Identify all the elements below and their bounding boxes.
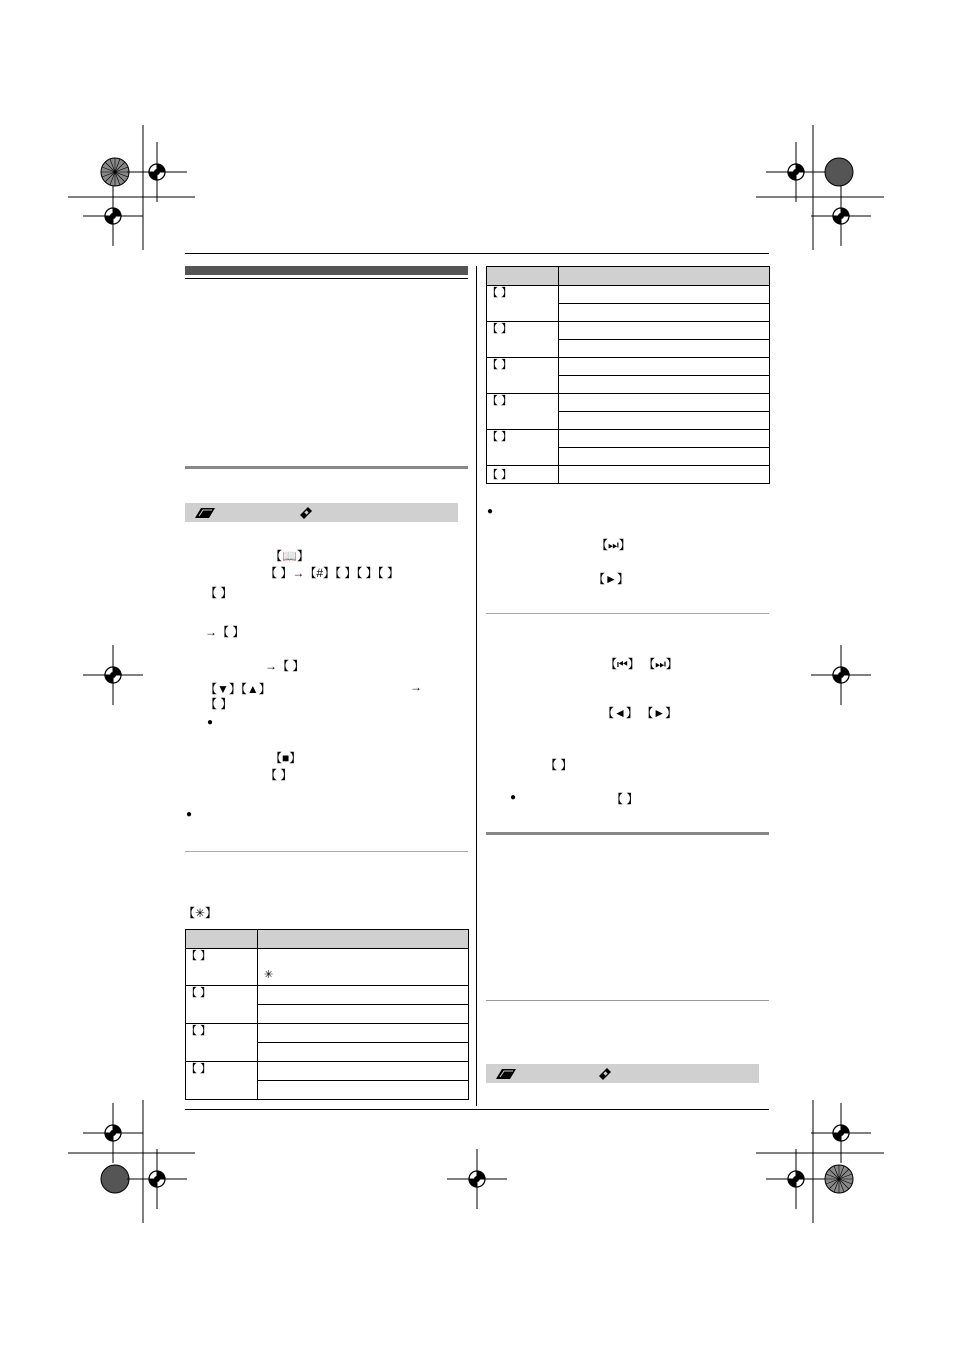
device-band [185, 503, 458, 522]
phonebook-key: 【📖】 [270, 549, 309, 563]
subsection-rule [185, 851, 468, 852]
bullet: ● [510, 792, 517, 803]
subsection-rule [185, 466, 468, 469]
arrow-glyph: → [410, 680, 422, 694]
navigation-keys: 【▼】【▲】 [205, 682, 271, 696]
key-a: 【 】 [545, 758, 573, 772]
section-rule [486, 832, 769, 835]
star-key: 【✳】 [183, 906, 218, 920]
bullet: ● [186, 809, 193, 820]
base-unit-icon [494, 1067, 518, 1081]
base-unit-icon [193, 506, 217, 520]
key-table-right [486, 266, 770, 484]
table-key: 【 】 [186, 1025, 212, 1037]
section-heading-underline [185, 278, 468, 279]
key-b: 【 】 [611, 792, 639, 806]
subsection-rule [486, 1000, 769, 1001]
footer-rule [185, 1109, 769, 1110]
device-band [486, 1064, 759, 1083]
stop-key: 【■】 [270, 751, 302, 765]
table-key: 【 】 [487, 468, 513, 481]
key-7: 【 】 [205, 697, 233, 711]
key-3: 【 】 [205, 586, 233, 600]
key-8: 【 】 [265, 768, 293, 782]
table-key: 【 】 [487, 323, 513, 335]
table-key: 【 】 [186, 987, 212, 999]
menu-key-row: 【 】→【#】【 】【 】【 】 [265, 566, 400, 580]
key-5: →【 】 [265, 659, 305, 673]
section-heading-bar [185, 266, 468, 275]
subsection-rule [486, 613, 769, 614]
handset-icon [299, 506, 313, 520]
skip-key: 【⏭】 [596, 538, 631, 552]
table-key: 【 】 [487, 287, 513, 299]
play-key: 【►】 [593, 572, 629, 586]
left-right-keys: 【◄】 【►】 [602, 706, 678, 720]
table-key: 【 】 [487, 359, 513, 371]
table-key: 【 】 [186, 1063, 212, 1075]
table-key: 【 】 [487, 431, 513, 443]
skip-back-forward-keys: 【⏮】 【⏭】 [605, 657, 678, 671]
column-divider [476, 266, 477, 1106]
asterisk-glyph: ✳ [264, 969, 274, 982]
key-4: →【 】 [205, 625, 245, 639]
bullet: ● [487, 506, 494, 517]
handset-icon [598, 1067, 612, 1081]
header-rule [185, 253, 769, 254]
table-key: 【 】 [186, 950, 212, 962]
key-table-left [185, 929, 469, 1100]
bullet: ● [207, 717, 214, 728]
table-key: 【 】 [487, 395, 513, 407]
